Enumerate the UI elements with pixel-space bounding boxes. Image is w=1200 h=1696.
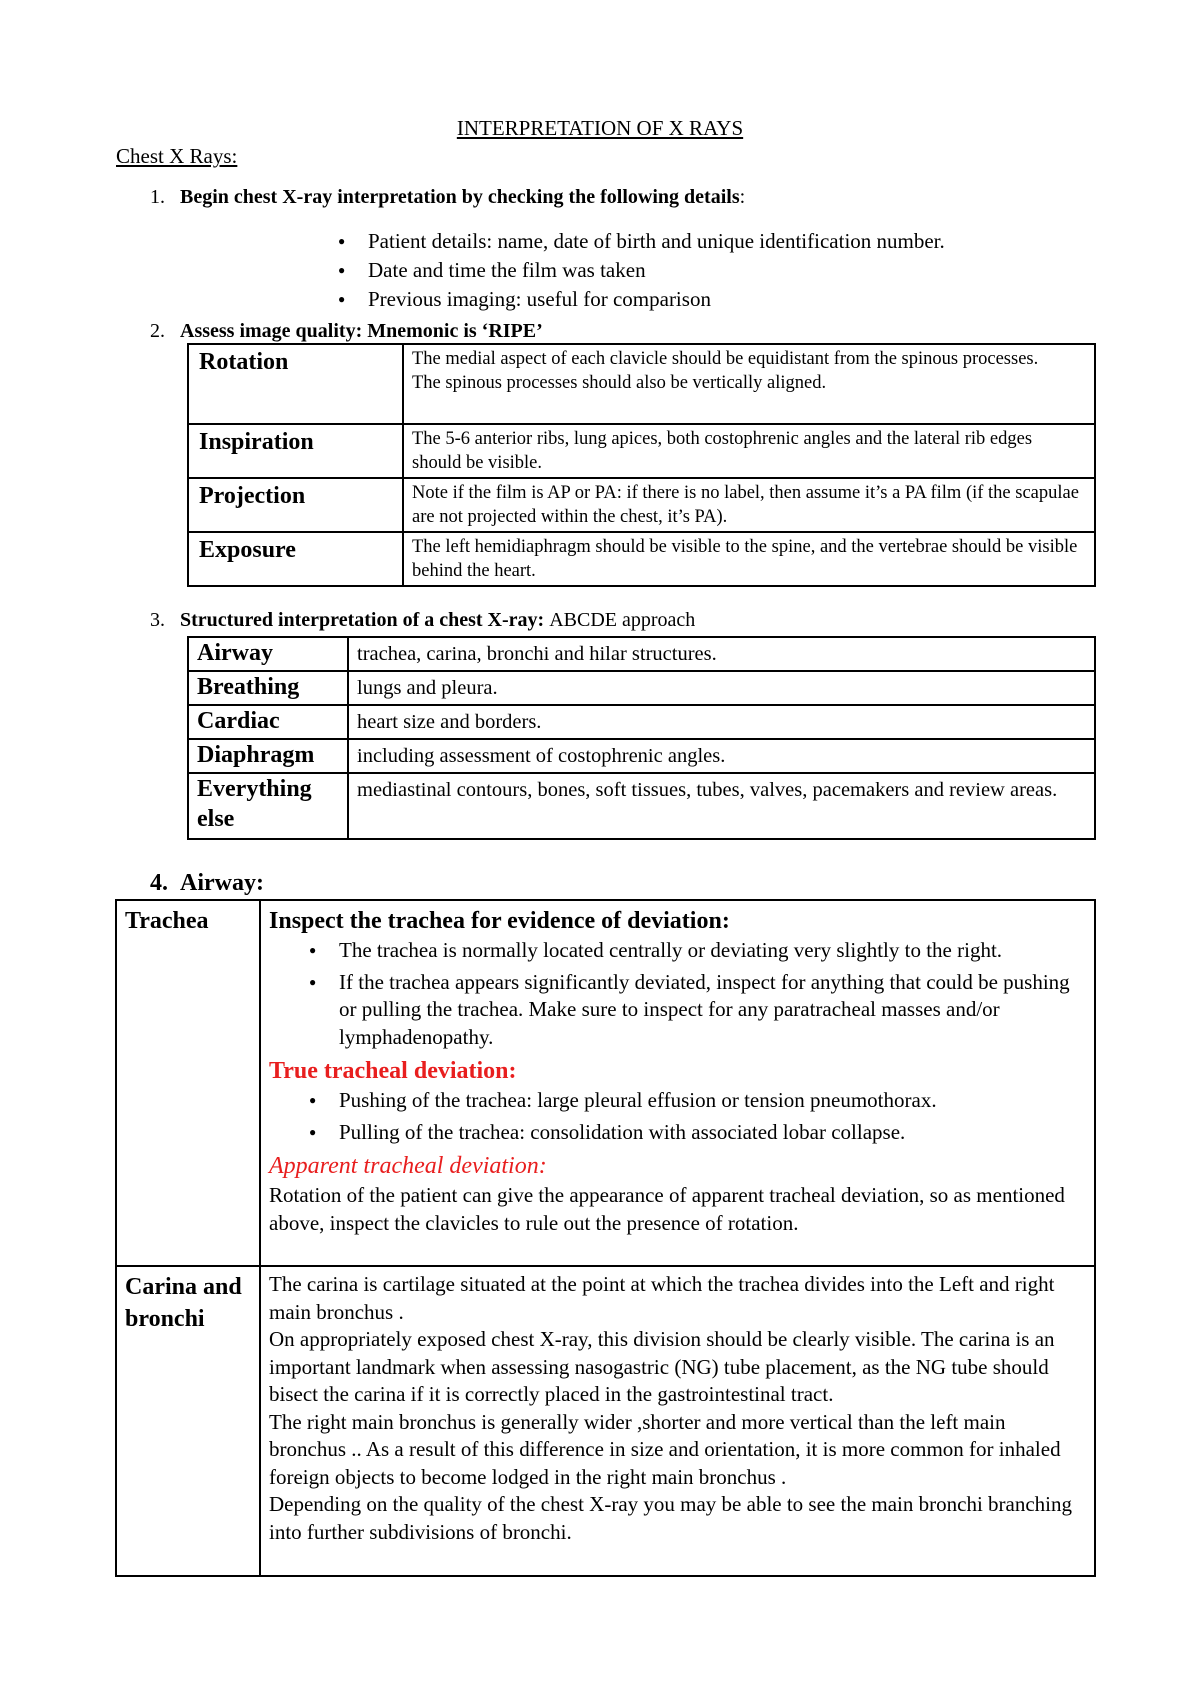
abcde-row bbox=[188, 739, 1095, 773]
ripe-value: The medial aspect of each clavicle should be equidistant from the spinous processes. The spinous processes should also be vertically aligned. bbox=[403, 344, 1095, 424]
document-subtitle: Chest X Rays: bbox=[116, 144, 238, 168]
trachea-bullet: ● The trachea is normally located centrally or deviating very slightly to the right. bbox=[305, 937, 1086, 965]
carina-paragraph: On appropriately exposed chest X-ray, this division should be clearly visible. The carina is an important landmark when assessing nasogastric (NG) tube placement, as the NG tube should bisect the carina if it is correctly placed in the gastrointestinal tract. bbox=[269, 1327, 1055, 1406]
section-2-number: 2. bbox=[150, 320, 165, 342]
carina-paragraph: The right main bronchus is generally wider ,shorter and more vertical than the left main bronchus .. As a result of this difference in size and orientation, it is more common for inhaled foreign objects to become lodged in the right main bronchus . bbox=[269, 1409, 1061, 1489]
section-4-title: Airway: bbox=[180, 870, 264, 896]
airway-key: Trachea bbox=[116, 900, 260, 1266]
trachea-bullet-list bbox=[269, 937, 1086, 1051]
ripe-key: Projection bbox=[188, 478, 403, 532]
carina-paragraph: The carina is cartilage situated at the point at which the trachea divides into the Left and right main bronchus . bbox=[269, 1272, 1055, 1324]
airway-value bbox=[260, 1266, 1095, 1576]
section-1-heading bbox=[150, 186, 745, 209]
airway-key: Carina and bronchi bbox=[116, 1266, 260, 1576]
section-2-heading bbox=[150, 320, 543, 343]
section-1-title: Begin chest X-ray interpretation by checking the following details bbox=[180, 186, 740, 208]
section-1-colon: : bbox=[739, 186, 746, 208]
airway-table bbox=[115, 899, 1096, 1577]
ripe-value: The left hemidiaphragm should be visible to the spine, and the vertebrae should be visible behind the heart. bbox=[403, 532, 1095, 586]
abcde-value: lungs and pleura. bbox=[348, 671, 1095, 705]
true-deviation-heading: True tracheal deviation: bbox=[269, 1058, 517, 1084]
abcde-row bbox=[188, 671, 1095, 705]
section-3-approach: ABCDE approach bbox=[549, 609, 696, 631]
ripe-row bbox=[188, 424, 1095, 478]
ripe-row bbox=[188, 532, 1095, 586]
abcde-value: mediastinal contours, bones, soft tissues, tubes, valves, pacemakers and review areas. bbox=[348, 773, 1095, 839]
airway-value bbox=[260, 900, 1095, 1266]
true-deviation-list bbox=[269, 1087, 1086, 1146]
section-1-bullet-list bbox=[334, 227, 1134, 314]
abcde-row bbox=[188, 705, 1095, 739]
ripe-key: Exposure bbox=[188, 532, 403, 586]
section-4-heading bbox=[150, 870, 264, 897]
ripe-value: The 5-6 anterior ribs, lung apices, both costophrenic angles and the lateral rib edges should be visible. bbox=[403, 424, 1095, 478]
section-1-number: 1. bbox=[150, 186, 165, 208]
abcde-key: Breathing bbox=[188, 671, 348, 705]
section-1-bullet: ● Patient details: name, date of birth and unique identification number. bbox=[334, 227, 1134, 256]
section-1-bullet: ● Previous imaging: useful for comparison bbox=[334, 285, 1134, 314]
trachea-bullet: ● If the trachea appears significantly deviated, inspect for anything that could be pushing or pulling the trachea. Make sure to inspect for any paratracheal masses and/or lymphadenopathy. bbox=[305, 969, 1086, 1052]
true-deviation-bullet: ● Pulling of the trachea: consolidation with associated lobar collapse. bbox=[305, 1119, 1086, 1147]
ripe-key: Rotation bbox=[188, 344, 403, 424]
abcde-key: Diaphragm bbox=[188, 739, 348, 773]
airway-row-trachea bbox=[116, 900, 1095, 1266]
abcde-key: Airway bbox=[188, 637, 348, 671]
abcde-value: including assessment of costophrenic angles. bbox=[348, 739, 1095, 773]
true-deviation-bullet: ● Pushing of the trachea: large pleural effusion or tension pneumothorax. bbox=[305, 1087, 1086, 1115]
abcde-value: heart size and borders. bbox=[348, 705, 1095, 739]
trachea-heading: Inspect the trachea for evidence of deviation: bbox=[269, 908, 730, 934]
ripe-value: Note if the film is AP or PA: if there is no label, then assume it’s a PA film (if the scapulae are not projected within the chest, it’s PA). bbox=[403, 478, 1095, 532]
abcde-value: trachea, carina, bronchi and hilar structures. bbox=[348, 637, 1095, 671]
section-1-bullet: ● Date and time the film was taken bbox=[334, 256, 1134, 285]
section-3-number: 3. bbox=[150, 609, 165, 631]
carina-paragraph: Depending on the quality of the chest X-ray you may be able to see the main bronchi branching into further subdivisions of bronchi. bbox=[269, 1492, 1073, 1544]
abcde-row bbox=[188, 637, 1095, 671]
ripe-row bbox=[188, 478, 1095, 532]
abcde-table bbox=[187, 636, 1096, 840]
section-3-title: Structured interpretation of a chest X-ray: bbox=[180, 609, 545, 631]
document-title: INTERPRETATION OF X RAYS bbox=[456, 116, 744, 140]
abcde-key: Cardiac bbox=[188, 705, 348, 739]
section-2-title: Assess image quality: Mnemonic is ‘RIPE’ bbox=[180, 320, 543, 342]
apparent-deviation-heading: Apparent tracheal deviation: bbox=[269, 1153, 547, 1179]
ripe-table bbox=[187, 343, 1096, 587]
abcde-key: Everything else bbox=[188, 773, 348, 839]
apparent-deviation-text: Rotation of the patient can give the appearance of apparent tracheal deviation, so as mentioned above, inspect the clavicles to rule out the presence of rotation. bbox=[269, 1183, 1065, 1235]
ripe-key: Inspiration bbox=[188, 424, 403, 478]
airway-row-carina bbox=[116, 1266, 1095, 1576]
section-4-number: 4. bbox=[150, 870, 168, 896]
abcde-row bbox=[188, 773, 1095, 839]
section-3-heading bbox=[150, 609, 695, 632]
ripe-row bbox=[188, 344, 1095, 424]
